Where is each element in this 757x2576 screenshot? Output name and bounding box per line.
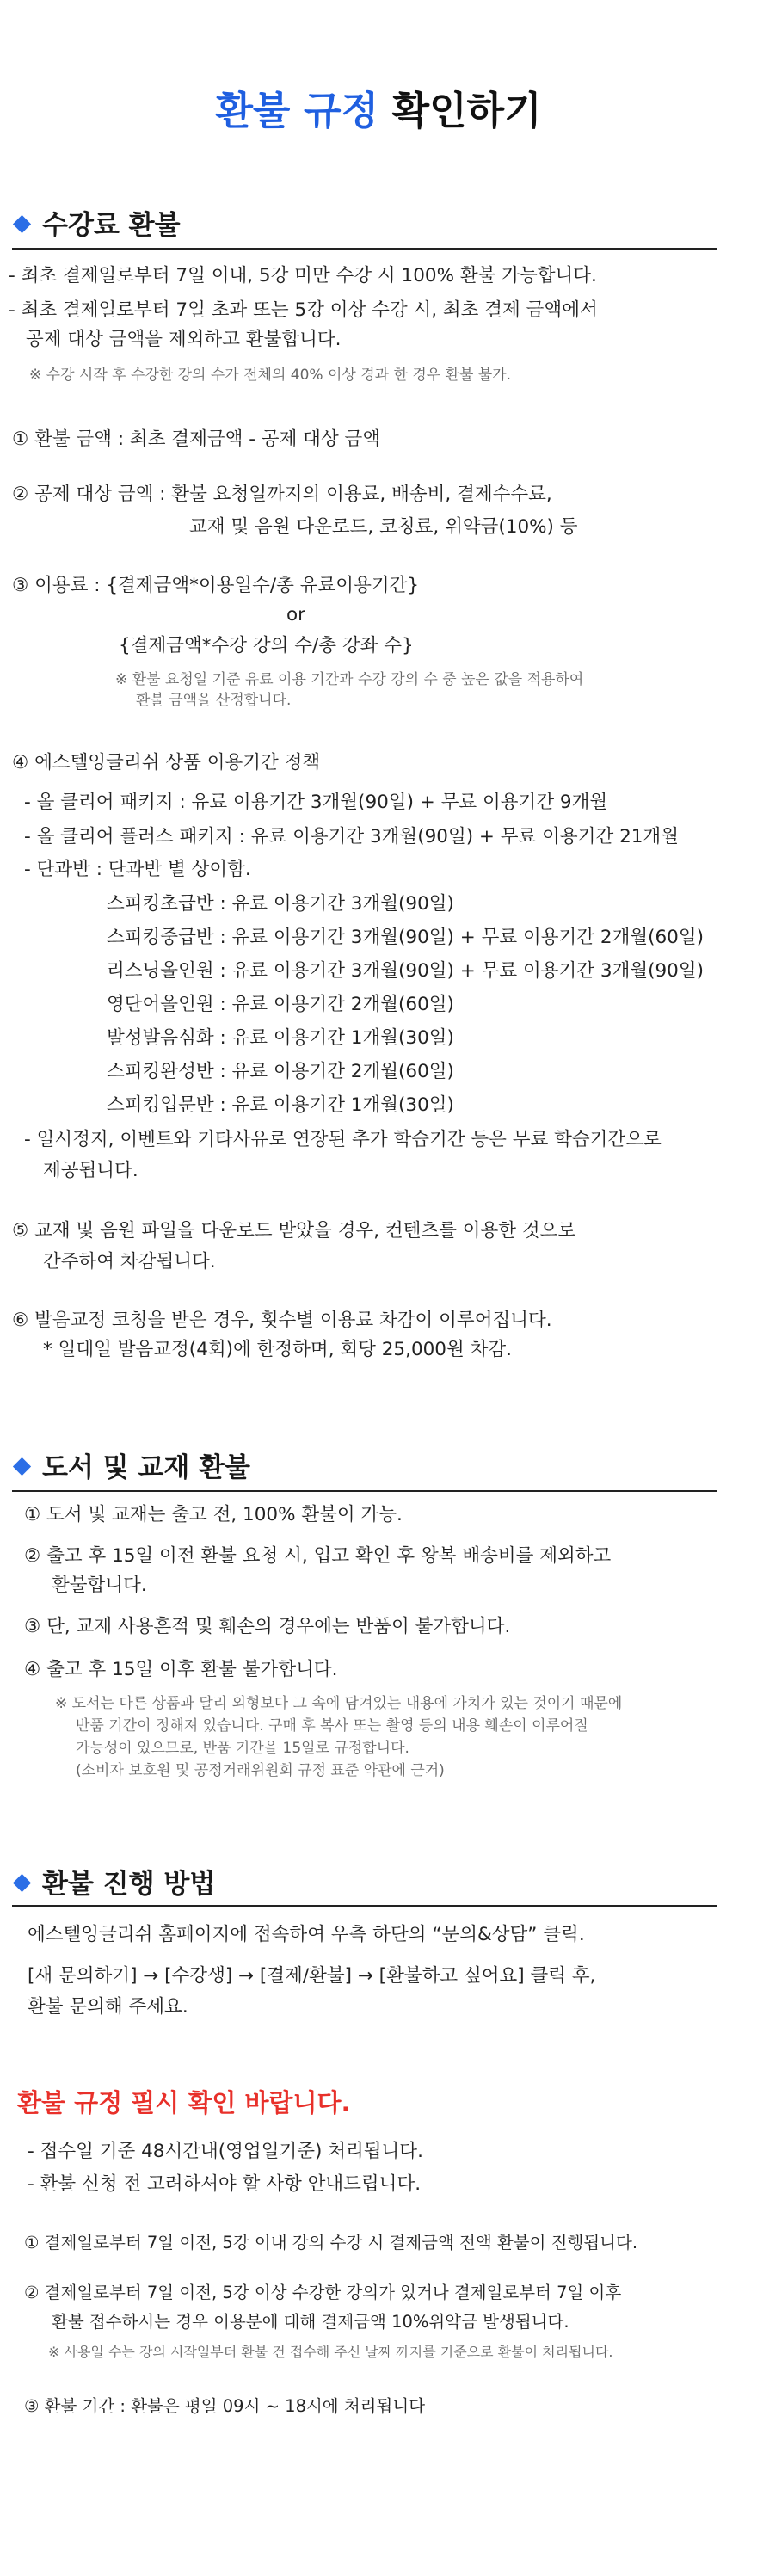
book-refund-item: ① 도서 및 교재는 출고 전, 100% 환불이 가능. (24, 1504, 403, 1525)
warning-item: ① 결제일로부터 7일 이전, 5강 이내 강의 수강 시 결제금액 전액 환불이 진행됩니다. (24, 2233, 638, 2252)
section-heading-label: 수강료 환불 (42, 210, 181, 241)
section-divider (12, 248, 717, 250)
course-period: 스피킹완성반 : 유료 이용기간 2개월(60일) (107, 1061, 454, 1082)
book-refund-note: ※ 도서는 다른 상품과 달리 외형보다 그 속에 담겨있는 내용에 가치가 있는 것이기 때문에 (55, 1695, 623, 1712)
book-refund-item: ② 출고 후 15일 이전 환불 요청 시, 입고 확인 후 왕복 배송비를 제외하고 (24, 1545, 612, 1567)
extension-note: - 일시정지, 이벤트와 기타사유로 연장된 추가 학습기간 등은 무료 학습기간으로 (24, 1129, 662, 1150)
warning-item: 환불 접수하시는 경우 이용분에 대해 결제금액 10%위약금 발생됩니다. (52, 2312, 569, 2332)
usage-fee-item: ③ 이용료 : {결제금액*이용일수/총 유료이용기간} (12, 575, 420, 596)
package-period: - 올 클리어 플러스 패키지 : 유료 이용기간 3개월(90일) + 무료 이용기간 21개월 (24, 826, 679, 847)
coaching-deduction: * 일대일 발음교정(4회)에 한정하며, 회당 25,000원 차감. (43, 1339, 512, 1360)
diamond-bullet-icon (13, 1874, 31, 1892)
book-refund-note: 가능성이 있으므로, 반품 기간을 15일로 규정합니다. (76, 1740, 409, 1757)
section-divider (12, 1490, 717, 1492)
section-heading-label: 환불 진행 방법 (42, 1869, 216, 1900)
page-title-rest: 확인하기 (391, 88, 542, 133)
course-period: 스피킹입문반 : 유료 이용기간 1개월(30일) (107, 1094, 454, 1116)
usage-period-policy: ④ 에스텔잉글리쉬 상품 이용기간 정책 (12, 752, 321, 773)
process-step: 환불 문의해 주세요. (28, 1996, 188, 2018)
diamond-bullet-icon (13, 1457, 31, 1476)
extension-note: 제공됩니다. (43, 1160, 138, 1181)
diamond-bullet-icon (13, 215, 31, 233)
usage-fee-alt: {결제금액*수강 강의 수/총 강좌 수} (119, 635, 414, 656)
warning-item: ③ 환불 기간 : 환불은 평일 09시 ~ 18시에 처리됩니다 (24, 2396, 426, 2416)
warning-bullet: - 접수일 기준 48시간내(영업일기준) 처리됩니다. (28, 2141, 423, 2162)
coaching-deduction: ⑥ 발음교정 코칭을 받은 경우, 횟수별 이용료 차감이 이루어집니다. (12, 1310, 552, 1331)
process-step: 에스텔잉글리쉬 홈페이지에 접속하여 우측 하단의 “문의&상담” 클릭. (28, 1924, 585, 1945)
book-refund-note: (소비자 보호원 및 공정거래위원회 규정 표준 약관에 근거) (76, 1762, 445, 1779)
page-title-highlight: 환불 규정 (215, 88, 392, 133)
course-period: 리스닝올인원 : 유료 이용기간 3개월(90일) + 무료 이용기간 3개월(90일) (107, 960, 705, 982)
usage-fee-note: ※ 환불 요청일 기준 유료 이용 기간과 수강 강의 수 중 높은 값을 적용하여 (115, 671, 584, 688)
deduction-item-detail: 교재 및 음원 다운로드, 코칭료, 위약금(10%) 등 (189, 516, 578, 538)
tuition-rule-line: 공제 대상 금액을 제외하고 환불합니다. (26, 329, 342, 350)
book-refund-item: ③ 단, 교재 사용흔적 및 훼손의 경우에는 반품이 불가합니다. (24, 1616, 511, 1637)
course-period: 스피킹중급반 : 유료 이용기간 3개월(90일) + 무료 이용기간 2개월(60일) (107, 927, 705, 948)
refund-amount-item: ① 환불 금액 : 최초 결제금액 - 공제 대상 금액 (12, 428, 381, 450)
section-book-refund-heading (12, 1445, 250, 1484)
warning-note: ※ 사용일 수는 강의 시작일부터 환불 건 접수해 주신 날짜 까지를 기준으로 환불이 처리됩니다. (48, 2344, 613, 2360)
usage-fee-or: or (286, 604, 305, 626)
deduction-item: ② 공제 대상 금액 : 환불 요청일까지의 이용료, 배송비, 결제수수료, (12, 484, 552, 505)
warning-item: ② 결제일로부터 7일 이전, 5강 이상 수강한 강의가 있거나 결제일로부터 7일 이후 (24, 2283, 622, 2302)
download-deduction: 간주하여 차감됩니다. (43, 1251, 216, 1273)
course-period: 발성발음심화 : 유료 이용기간 1개월(30일) (107, 1027, 454, 1049)
process-step: [새 문의하기] → [수강생] → [결제/환불] → [환불하고 싶어요] 클릭 후, (28, 1965, 596, 1987)
course-period: 영단어올인원 : 유료 이용기간 2개월(60일) (107, 994, 454, 1015)
tuition-note: ※ 수강 시작 후 수강한 강의 수가 전체의 40% 이상 경과 한 경우 환불 불가. (29, 367, 512, 384)
section-heading-label: 도서 및 교재 환불 (42, 1452, 250, 1483)
download-deduction: ⑤ 교재 및 음원 파일을 다운로드 받았을 경우, 컨텐츠를 이용한 것으로 (12, 1220, 576, 1242)
package-period: - 단과반 : 단과반 별 상이함. (24, 859, 251, 880)
course-period: 스피킹초급반 : 유료 이용기간 3개월(90일) (107, 893, 454, 915)
tuition-rule-line: - 최초 결제일로부터 7일 이내, 5강 미만 수강 시 100% 환불 가능합니다. (9, 265, 597, 287)
section-tuition-refund-heading (12, 203, 181, 242)
refund-warning-heading: 환불 규정 필시 확인 바랍니다. (17, 2088, 351, 2117)
package-period: - 올 클리어 패키지 : 유료 이용기간 3개월(90일) + 무료 이용기간 9개월 (24, 792, 608, 813)
page-title (0, 79, 757, 135)
section-refund-process-heading (12, 1862, 215, 1901)
warning-bullet: - 환불 신청 전 고려하셔야 할 사항 안내드립니다. (28, 2173, 422, 2195)
book-refund-item: ④ 출고 후 15일 이후 환불 불가합니다. (24, 1659, 338, 1680)
section-divider (12, 1905, 717, 1907)
book-refund-item: 환불합니다. (52, 1575, 147, 1596)
book-refund-note: 반품 기간이 정해져 있습니다. 구매 후 복사 또는 촬영 등의 내용 훼손이 이루어질 (76, 1717, 588, 1735)
tuition-rule-line: - 최초 결제일로부터 7일 초과 또는 5강 이상 수강 시, 최초 결제 금액에서 (9, 299, 598, 321)
usage-fee-note: 환불 금액을 산정합니다. (136, 692, 292, 709)
